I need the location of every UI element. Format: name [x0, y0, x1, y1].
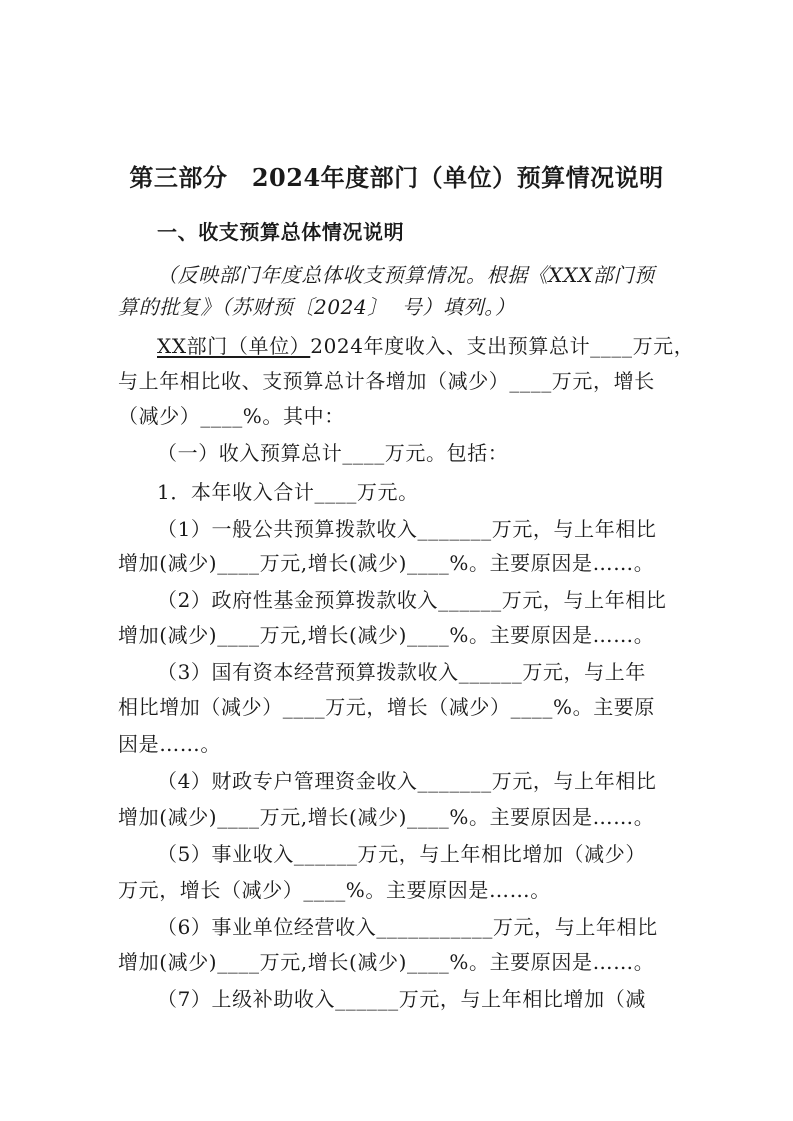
sub-item-2-line-1: （2）政府性基金预算拨款收入______万元，与上年相比: [157, 588, 667, 612]
sub-item-5-line-1: （5）事业收入______万元，与上年相比增加（减少）: [157, 842, 646, 866]
paragraph-1-line-1: [157, 334, 694, 358]
page-title: 第三部分 2024年度部门（单位）预算情况说明: [129, 163, 664, 192]
sub-item-7-line-1: （7）上级补助收入______万元，与上年相比增加（减: [157, 987, 646, 1011]
note-line-2: 算的批复》（苏财预〔2024〕 号）填列。）: [118, 295, 516, 319]
sub-item-3-line-1: （3）国有资本经营预算拨款收入______万元，与上年: [157, 660, 646, 684]
sub-item-3-line-3: 因是……。: [118, 732, 221, 756]
note-line-1: （反映部门年度总体收支预算情况。根据《XXX部门预: [157, 263, 655, 287]
section-heading-1: 一、收支预算总体情况说明: [157, 220, 405, 244]
sub-item-2-line-2: 增加(减少)____万元,增长(减少)____%。主要原因是……。: [118, 623, 655, 647]
sub-item-6-line-1: （6）事业单位经营收入___________万元，与上年相比: [157, 915, 658, 939]
sub-item-6-line-2: 增加(减少)____万元,增长(减少)____%。主要原因是……。: [118, 950, 655, 974]
sub-item-4-line-1: （4）财政专户管理资金收入_______万元，与上年相比: [157, 769, 657, 793]
paragraph-1-line-3: （减少）____%。其中：: [118, 404, 345, 428]
sub-item-4-line-2: 增加(减少)____万元,增长(减少)____%。主要原因是……。: [118, 805, 655, 829]
paragraph-1-line-2: 与上年相比收、支预算总计各增加（减少）____万元，增长: [118, 369, 655, 393]
sub-item-3-line-2: 相比增加（减少）____万元，增长（减少）____%。主要原: [118, 695, 656, 719]
sub-item-1-line-2: 增加(减少)____万元,增长(减少)____%。主要原因是……。: [118, 551, 655, 575]
paragraph-1-line-1-rest: 2024年度收入、支出预算总计____万元，: [310, 334, 695, 358]
income-total-line: （一）收入预算总计____万元。包括：: [157, 441, 509, 465]
unit-name: XX部门（单位）: [157, 334, 311, 358]
sub-item-5-line-2: 万元，增长（减少）____%。主要原因是……。: [118, 878, 551, 902]
sub-item-1-line-1: （1）一般公共预算拨款收入_______万元，与上年相比: [157, 517, 657, 541]
item-1-line: 1．本年收入合计____万元。: [157, 480, 419, 504]
